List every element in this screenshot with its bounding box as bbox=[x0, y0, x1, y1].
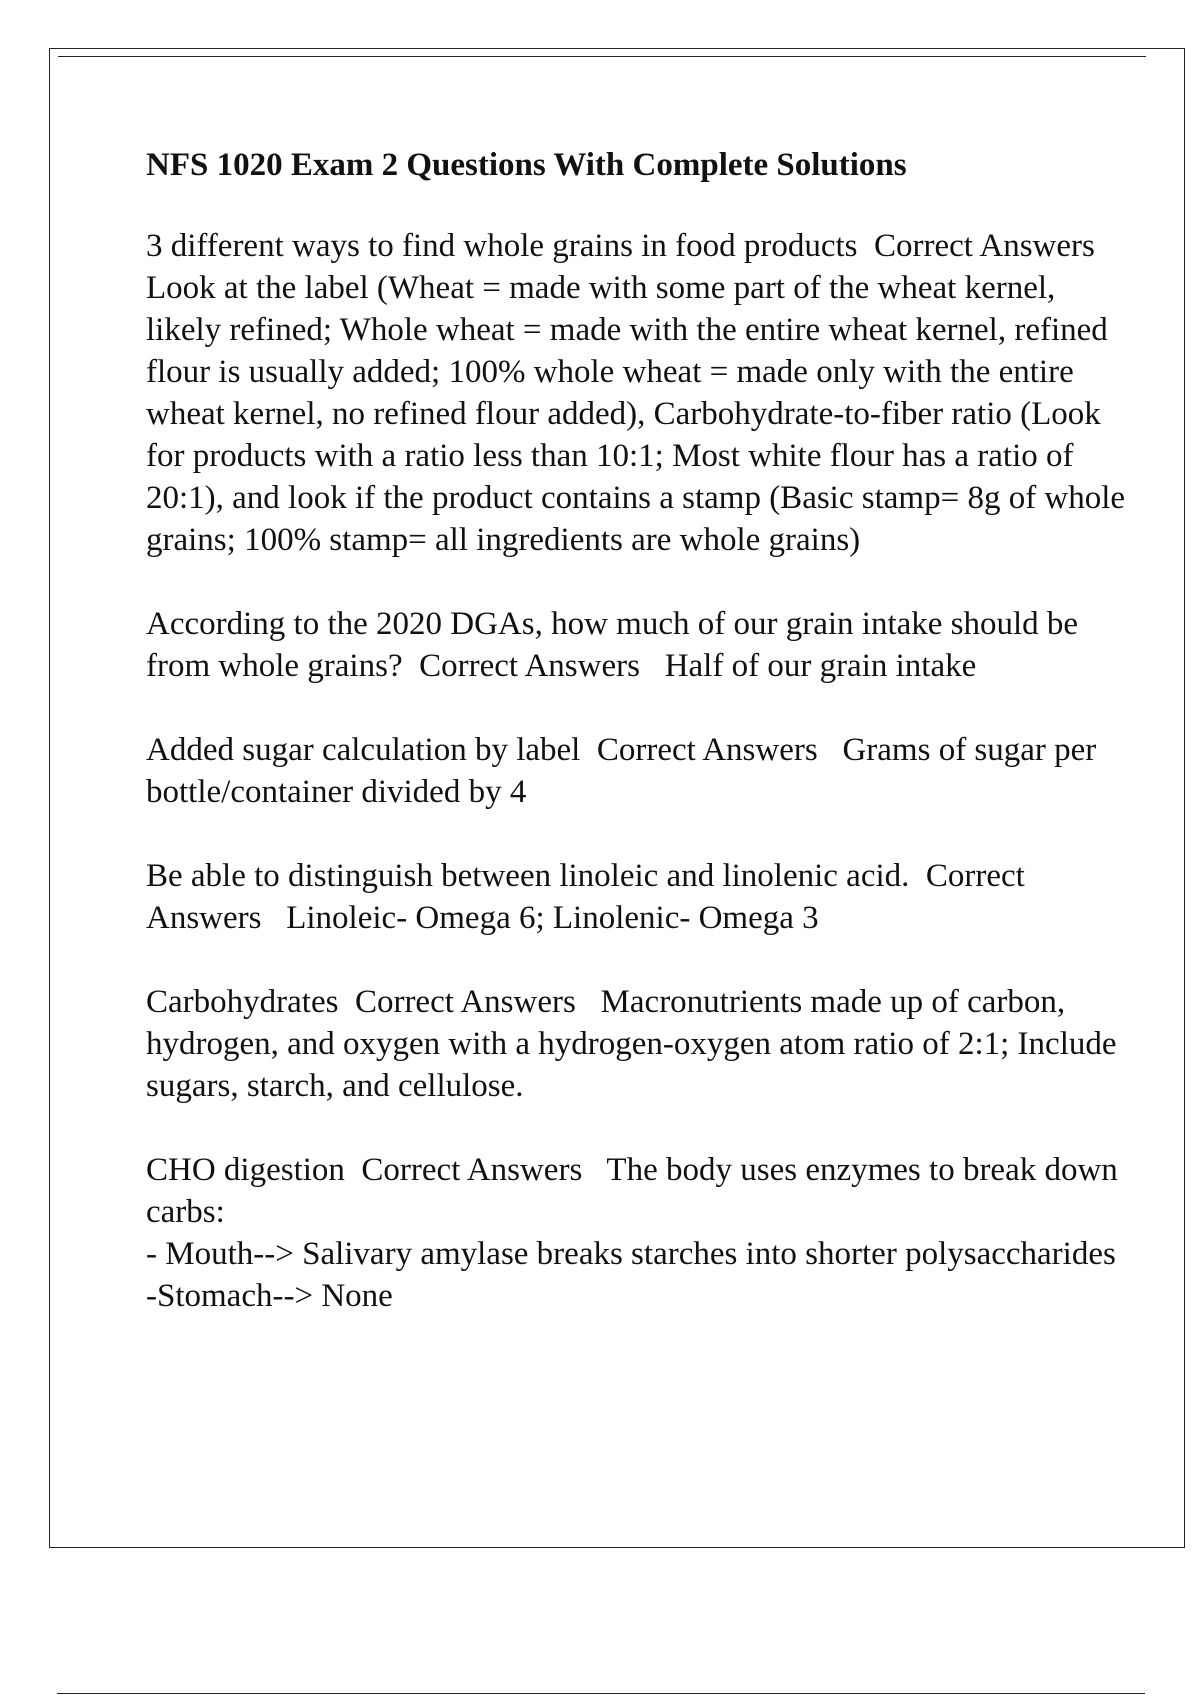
page-frame bbox=[49, 48, 1185, 1548]
top-rule bbox=[58, 56, 1146, 57]
qa-item-linoleic: Be able to distinguish between linoleic and linolenic acid. Correct Answers Linoleic- Omega 6; Linolenic- Omega 3 bbox=[146, 858, 1032, 936]
qa-item-carbohydrates: Carbohydrates Correct Answers Macronutrients made up of carbon, hydrogen, and oxygen with a hydrogen-oxygen atom ratio of 2:1; Include sugars, starch, and cellulose. bbox=[146, 984, 1125, 1104]
qa-item-added-sugar: Added sugar calculation by label Correct Answers Grams of sugar per bottle/container divided by 4 bbox=[146, 732, 1105, 810]
document-title: NFS 1020 Exam 2 Questions With Complete Solutions bbox=[146, 147, 907, 183]
document-body bbox=[146, 145, 1136, 1359]
qa-item-cho-digestion: CHO digestion Correct Answers The body uses enzymes to break down carbs: - Mouth--> Salivary amylase breaks starches into shorter polysaccharides -Stomach--> None bbox=[146, 1152, 1118, 1314]
qa-item-dga-grains: According to the 2020 DGAs, how much of our grain intake should be from whole grains? Correct Answers Half of our grain intake bbox=[146, 606, 1087, 684]
qa-item-whole-grains: 3 different ways to find whole grains in food products Correct Answers Look at the label (Wheat = made with some part of the wheat kernel, likely refined; Whole wheat = made with the entire wheat kernel, refined flour is usually added; 100% whole wheat = made only with the entire wheat kernel, no refined flour added), Carbohydrate-to-fiber ratio (Look for products with a ratio less than 10:1; Most white flour has a ratio of 20:1), and look if the product contains a stamp (Basic stamp= 8g of whole grains; 100% stamp= all ingredients are whole grains) bbox=[146, 228, 1134, 558]
bottom-rule bbox=[57, 1693, 1145, 1694]
